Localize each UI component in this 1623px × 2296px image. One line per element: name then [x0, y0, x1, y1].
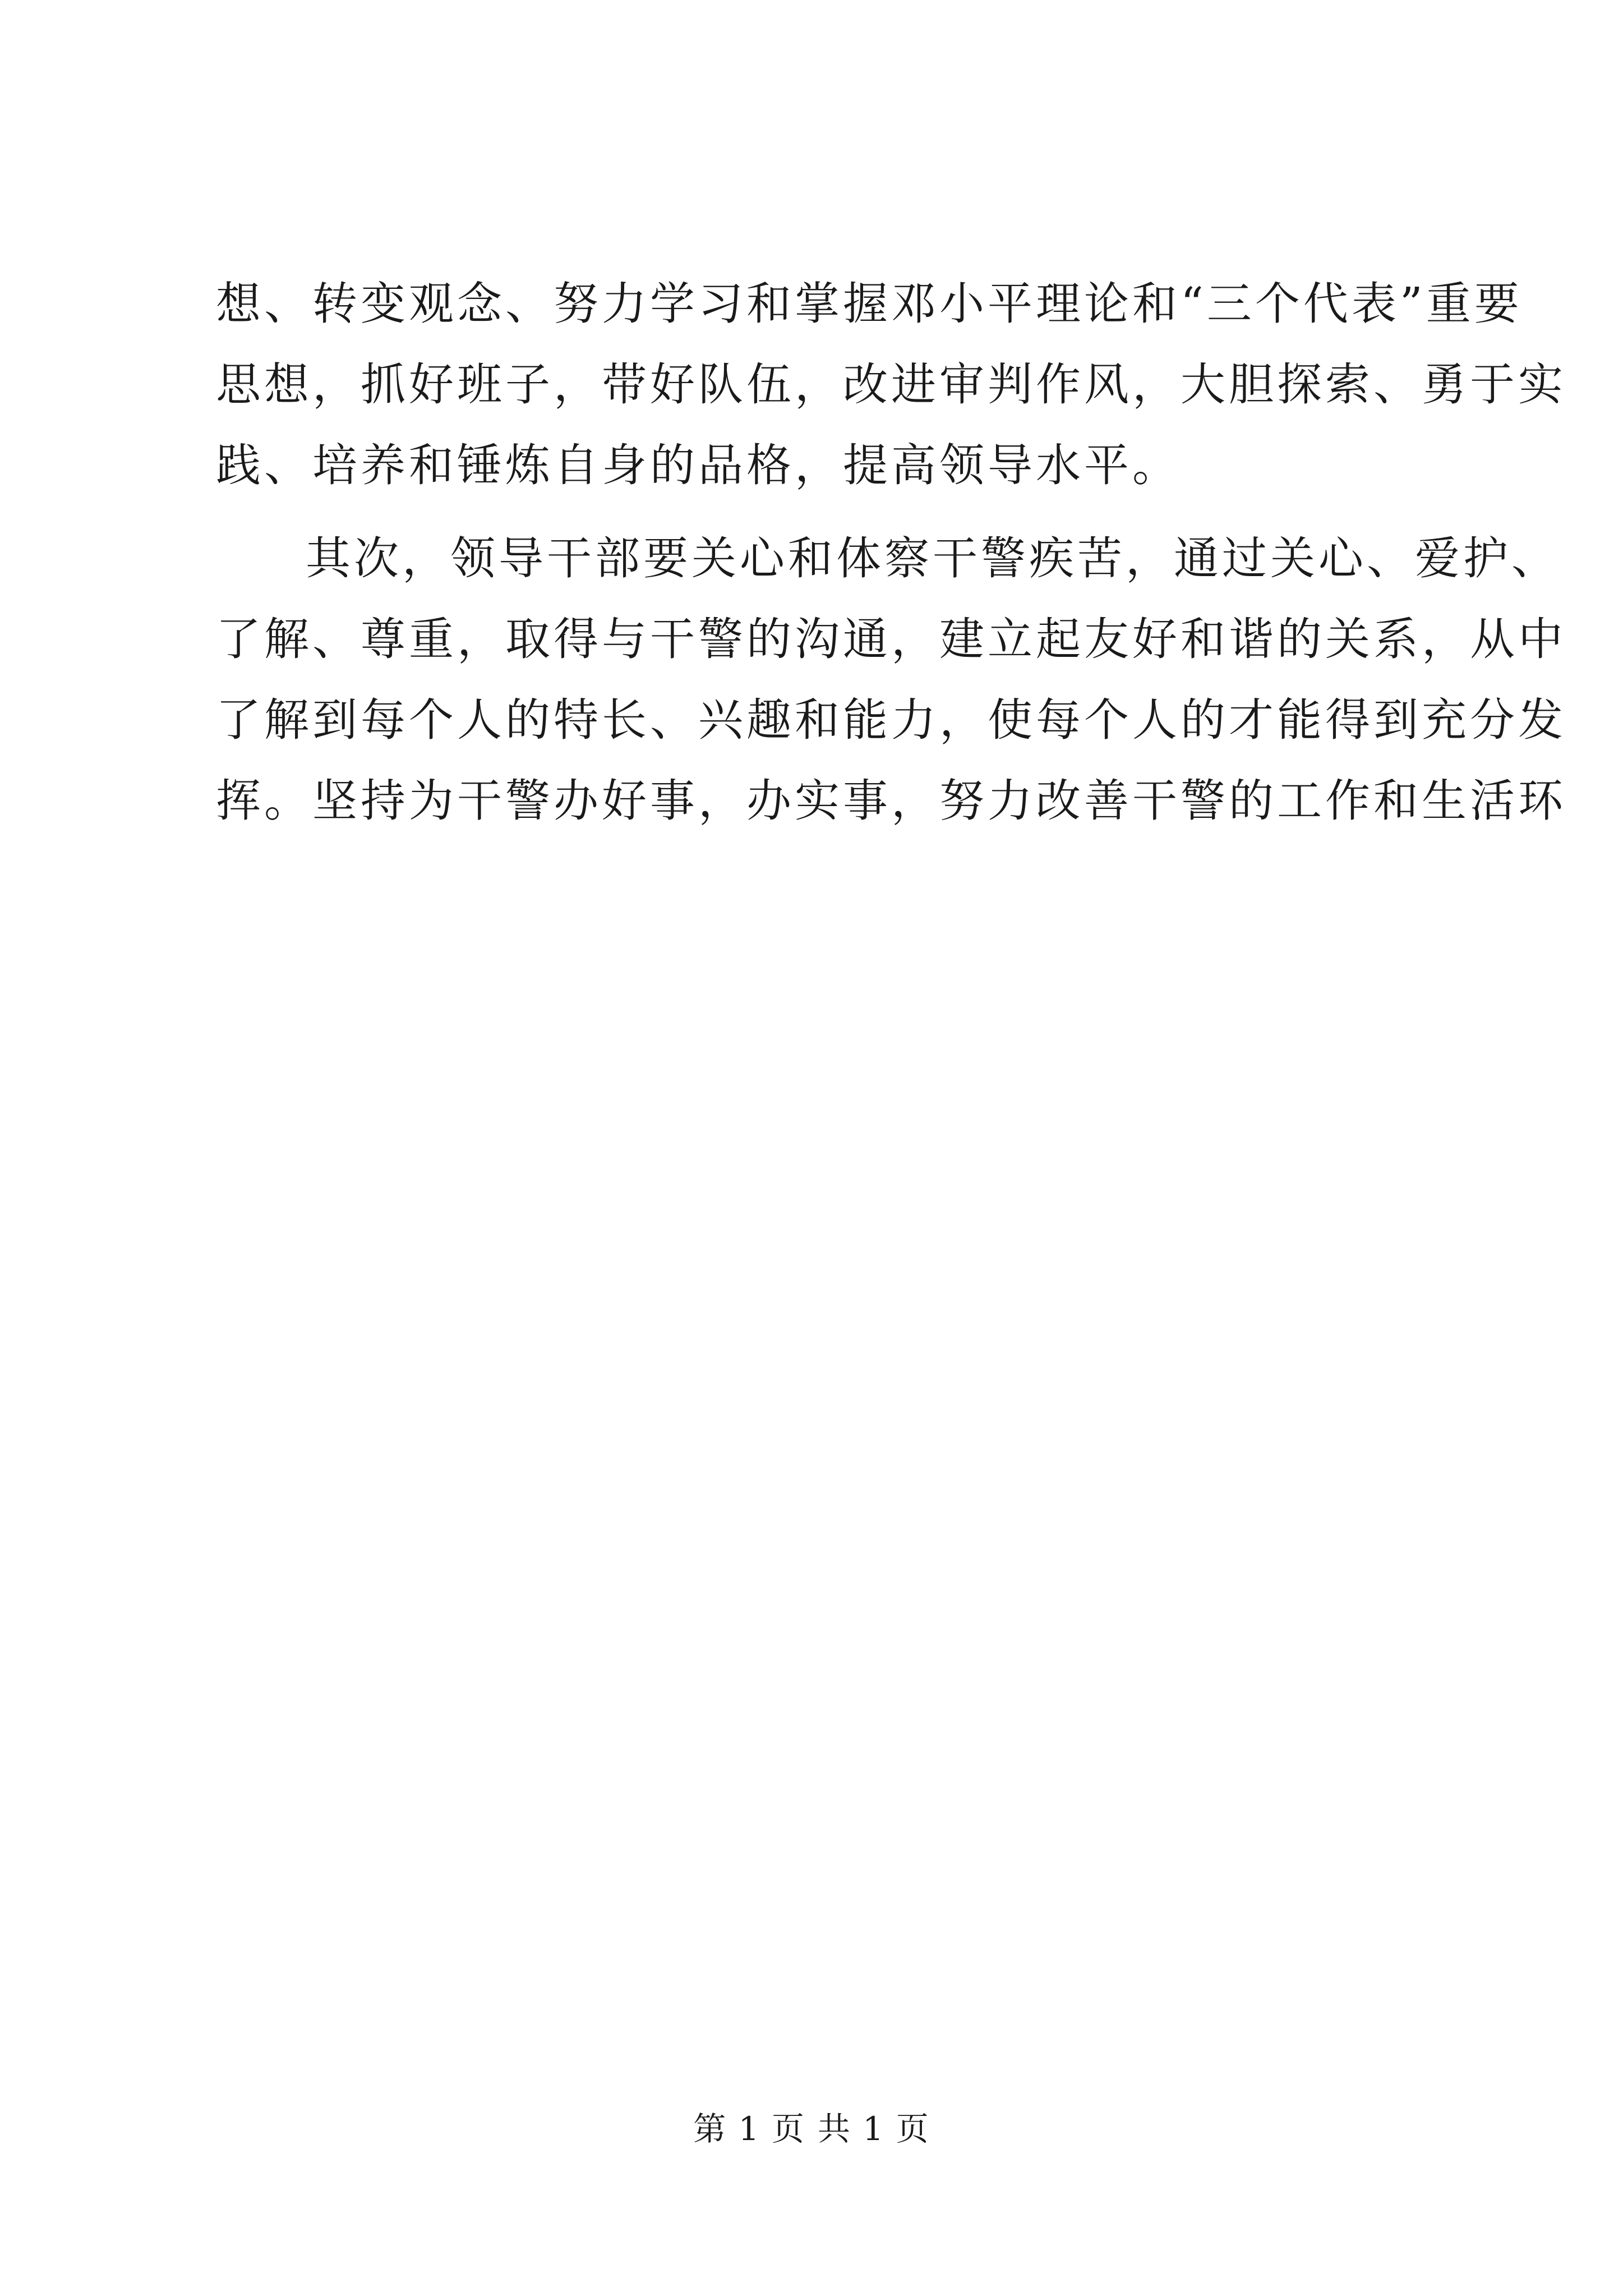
text-line: 想、转变观念、努力学习和掌握邓小平理论和“三个代表”重要: [216, 278, 1523, 330]
text-line: 其次，领导干部要关心和体察干警疾苦，通过关心、爱护、: [306, 532, 1560, 585]
text-line: 挥。坚持为干警办好事，办实事，努力改善干警的工作和生活环: [216, 775, 1566, 827]
text-line: 了解、尊重，取得与干警的沟通，建立起友好和谐的关系，从中: [216, 613, 1566, 665]
text-line: 了解到每个人的特长、兴趣和能力，使每个人的才能得到充分发: [216, 694, 1566, 746]
text-line: 践、培养和锤炼自身的品格，提高领导水平。: [216, 439, 1181, 491]
page-footer: [0, 2106, 1623, 2151]
page-count: 共 1 页: [818, 2110, 930, 2148]
paragraph: [216, 264, 1566, 506]
document-body: [216, 264, 1566, 841]
paragraph: [216, 518, 1566, 841]
paragraph-spacer: [216, 506, 1416, 518]
page-number: 第 1 页: [693, 2110, 805, 2148]
text-line: 思想，抓好班子，带好队伍，改进审判作风，大胆探索、勇于实: [216, 358, 1566, 411]
